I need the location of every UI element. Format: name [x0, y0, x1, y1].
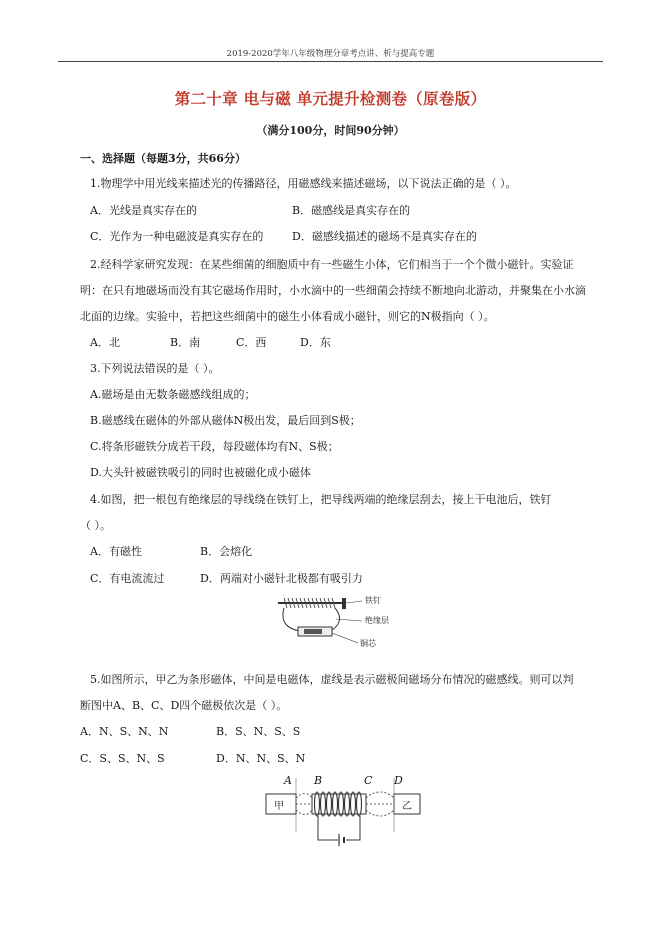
q5-option-d: D．N、N、S、N	[216, 752, 306, 765]
q3-option-a: A.磁场是由无数条磁感线组成的；	[90, 388, 256, 401]
q1-option-b: B．磁感线是真实存在的	[292, 204, 411, 217]
page-header: 2019-2020学年八年级物理分章考点讲、析与提高专题	[226, 49, 435, 59]
q1-option-c: C．光作为一种电磁波是真实存在的	[90, 230, 264, 243]
q2-stem-line2: 明：在只有地磁场而没有其它磁场作用时，小水滴中的一些细菌会持续不断地向北游动，并聚集在小水滴	[80, 284, 586, 297]
q5-pole-b: B	[314, 774, 323, 787]
q4-fig-label-insulation: 绝缘层	[365, 616, 389, 625]
q3-option-d: D.大头针被磁铁吸引的同时也被磁化成小磁体	[90, 466, 311, 479]
q1-option-a: A．光线是真实存在的	[90, 204, 197, 217]
q5-pole-c: C	[364, 774, 373, 787]
q4-option-a: A．有磁性	[90, 545, 142, 558]
header-rule	[58, 61, 603, 62]
q4-stem-line1: 4.如图，把一根包有绝缘层的导线绕在铁钉上，把导线两端的绝缘层刮去，接上干电池后，铁钉	[90, 493, 552, 506]
document-subtitle: （满分100分，时间90分钟）	[256, 124, 405, 137]
q1-stem: 1.物理学中用光线来描述光的传播路径，用磁感线来描述磁场，以下说法正确的是（ ）。	[90, 177, 517, 190]
q5-pole-d: D	[394, 774, 403, 787]
q1-option-d: D．磁感线描述的磁场不是真实存在的	[292, 230, 477, 243]
q5-figure	[262, 772, 422, 852]
q2-option-c: C．西	[236, 336, 267, 349]
q2-stem-line3: 北面的边缘。实验中，若把这些细菌中的磁生小体看成小磁针，则它的N极指向（ ）。	[80, 310, 495, 323]
q4-option-c: C．有电流流过	[90, 572, 165, 585]
q5-stem-line1: 5.如图所示，甲乙为条形磁体，中间是电磁体，虚线是表示磁极间磁场分布情况的磁感线。则可以判	[90, 673, 574, 686]
q2-option-a: A．北	[90, 336, 120, 349]
q4-option-b: B．会熔化	[200, 545, 253, 558]
q5-stem-line2: 断图中A、B、C、D四个磁极依次是（ ）。	[80, 699, 288, 712]
q5-option-a: A．N、S、N、N	[80, 725, 169, 738]
section-heading: 一、选择题（每题3分，共66分）	[80, 152, 246, 165]
q2-stem-line1: 2.经科学家研究发现：在某些细菌的细胞质中有一些磁生小体，它们相当于一个个微小磁针。实验证	[90, 258, 574, 271]
q4-fig-label-core: 铜芯	[360, 639, 376, 648]
q5-option-b: B．S、N、S、S	[216, 725, 301, 738]
q4-figure	[270, 593, 400, 655]
q3-option-c: C.将条形磁铁分成若干段，每段磁体均有N、S极；	[90, 440, 339, 453]
q2-option-b: B．南	[170, 336, 201, 349]
q2-option-d: D．东	[300, 336, 331, 349]
q3-stem: 3.下列说法错误的是（ ）。	[90, 362, 220, 375]
q4-fig-label-nail: 铁钉	[365, 596, 381, 605]
q3-option-b: B.磁感线在磁体的外部从磁体N极出发，最后回到S极；	[90, 414, 361, 427]
q5-magnet-yi: 乙	[402, 801, 412, 812]
q4-stem-line2: （ ）。	[80, 519, 111, 532]
q4-option-d: D．两端对小磁针北极都有吸引力	[200, 572, 363, 585]
q5-pole-a: A	[284, 774, 292, 787]
q5-option-c: C．S、S、N、S	[80, 752, 165, 765]
q5-magnet-jia: 甲	[274, 801, 284, 812]
document-title: 第二十章 电与磁 单元提升检测卷（原卷版）	[174, 89, 487, 108]
